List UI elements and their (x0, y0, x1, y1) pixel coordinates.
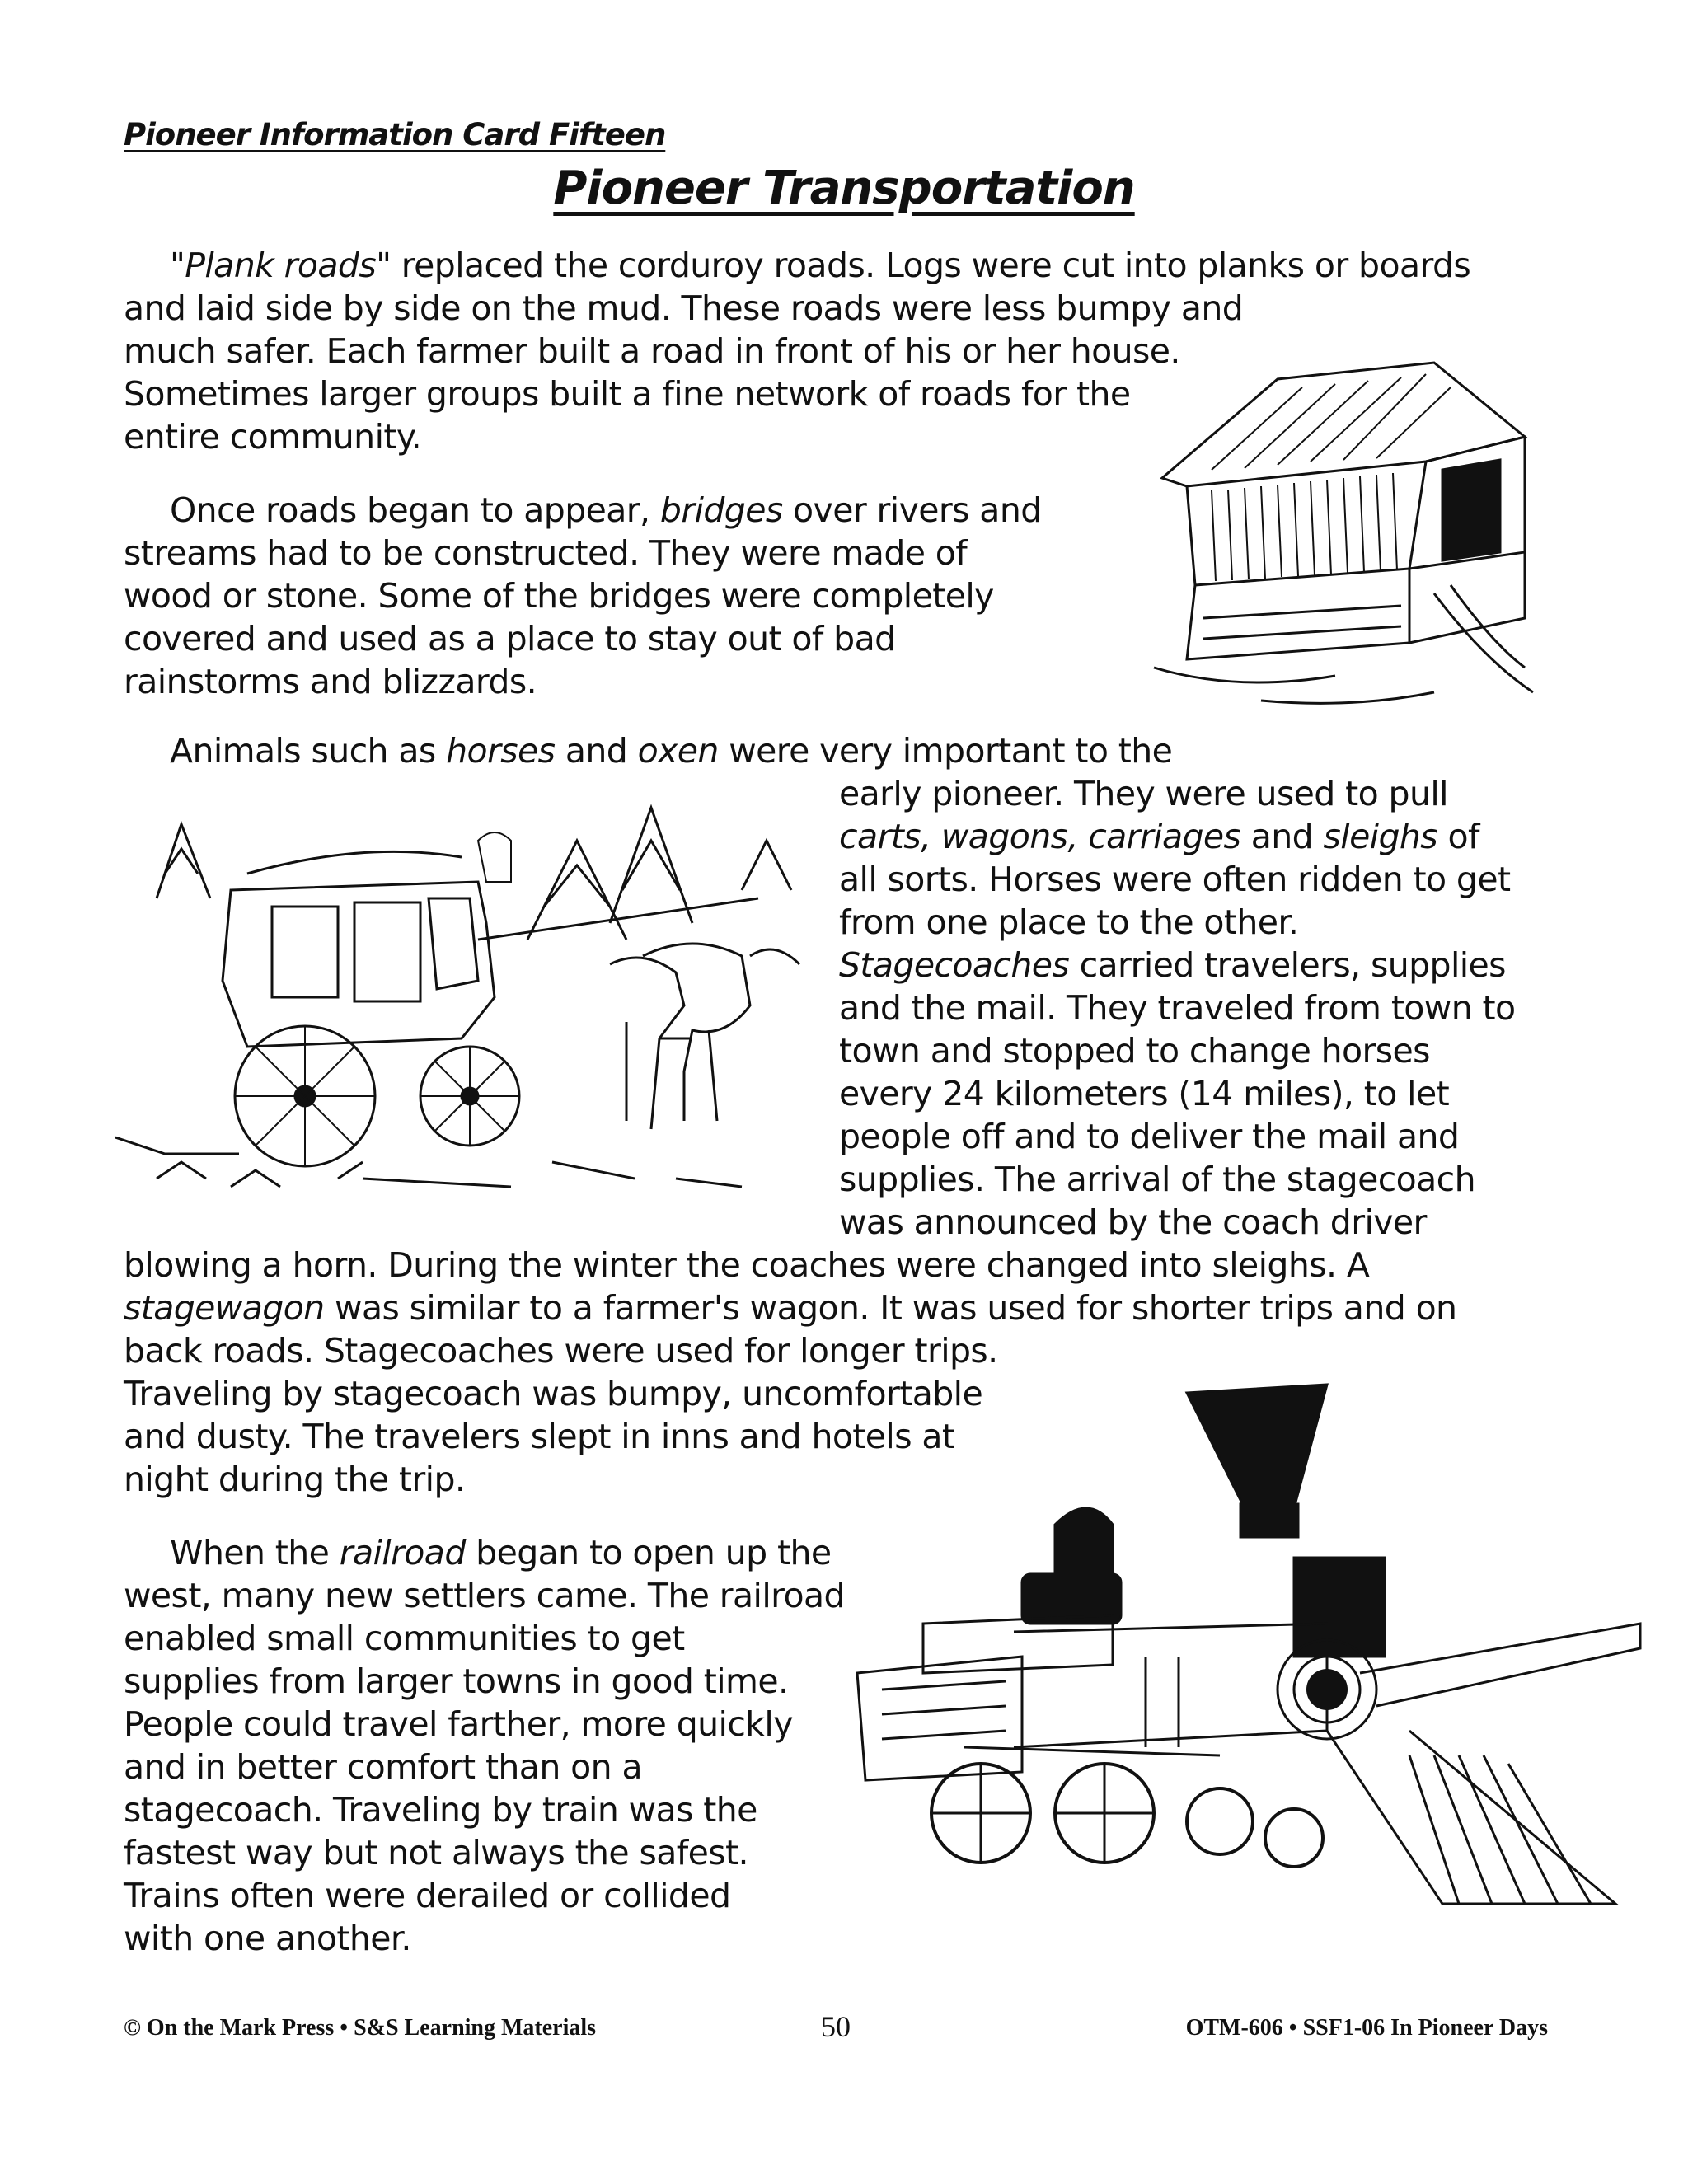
text-line: with one another. (124, 1919, 411, 1958)
text-line: Traveling by stagecoach was bumpy, uncomfortable (124, 1374, 983, 1413)
text-line: blowing a horn. During the winter the coaches were changed into sleighs. A (124, 1245, 1370, 1285)
page-title: Pioneer Transportation (553, 162, 1135, 215)
stagecoach-illustration (115, 791, 824, 1236)
text-line: every 24 kilometers (14 miles), to let (839, 1074, 1450, 1113)
paragraph-railroad (124, 1531, 845, 1960)
card-label: Pioneer Information Card Fifteen (124, 117, 666, 152)
text-line: and (555, 731, 638, 771)
paragraph-animals-line1 (124, 729, 1172, 772)
emphasis-plank-roads: "Plank roads" (170, 246, 392, 285)
text-line: and (1240, 817, 1324, 856)
covered-bridge-illustration (1137, 346, 1541, 725)
text-line: was announced by the coach driver (839, 1202, 1427, 1242)
text-line: back roads. Stagecoaches were used for longer trips. (124, 1331, 998, 1371)
text-line: rainstorms and blizzards. (124, 662, 537, 701)
text-line: Once roads began to appear, (170, 490, 660, 530)
emphasis-oxen: oxen (637, 731, 719, 771)
steam-locomotive-illustration (832, 1376, 1688, 1953)
text-line: Trains often were derailed or collided (124, 1876, 731, 1915)
emphasis-railroad: railroad (339, 1533, 466, 1572)
text-line: much safer. Each farmer built a road in front of his or her house. (124, 331, 1180, 371)
emphasis-carts: carts, wagons, carriages (839, 817, 1241, 856)
text-line: fastest way but not always the safest. (124, 1833, 748, 1872)
text-line: supplies. The arrival of the stagecoach (839, 1160, 1475, 1199)
paragraph-animals-right-column (839, 772, 1515, 1244)
text-line: streams had to be constructed. They were made of (124, 533, 968, 573)
text-line: When the (170, 1533, 340, 1572)
text-line: replaced the corduroy roads. Logs were cut into planks or boards (391, 246, 1471, 285)
text-line: and the mail. They traveled from town to (839, 988, 1516, 1028)
text-line: carried travelers, supplies (1069, 945, 1506, 985)
text-line: and laid side by side on the mud. These roads were less bumpy and (124, 288, 1244, 328)
text-line: supplies from larger towns in good time. (124, 1661, 789, 1701)
emphasis-stagecoaches: Stagecoaches (839, 945, 1070, 985)
text-line: wood or stone. Some of the bridges were completely (124, 576, 994, 616)
text-line: night during the trip. (124, 1460, 466, 1499)
text-line: of (1437, 817, 1479, 856)
emphasis-stagewagon: stagewagon (124, 1288, 325, 1328)
footer-catalog-code: OTM-606 • SSF1-06 In Pioneer Days (1185, 2015, 1548, 2041)
text-line: people off and to deliver the mail and (839, 1117, 1460, 1156)
footer-copyright: © On the Mark Press • S&S Learning Materials (124, 2015, 597, 2041)
emphasis-bridges: bridges (659, 490, 783, 530)
paragraph-bridges (124, 489, 1042, 703)
text-line: was similar to a farmer's wagon. It was used for shorter trips and on (324, 1288, 1457, 1328)
text-line: Animals such as (170, 731, 447, 771)
text-line: over rivers and (782, 490, 1042, 530)
text-line: stagecoach. Traveling by train was the (124, 1790, 757, 1830)
text-line: town and stopped to change horses (839, 1031, 1430, 1071)
text-line: all sorts. Horses were often ridden to get (839, 860, 1511, 899)
text-line: covered and used as a place to stay out of bad (124, 619, 896, 658)
text-line: entire community. (124, 417, 422, 457)
text-line: were very important to the (718, 731, 1173, 771)
emphasis-sleighs: sleighs (1323, 817, 1438, 856)
text-line: and in better comfort than on a (124, 1747, 642, 1787)
text-line: and dusty. The travelers slept in inns and hotels at (124, 1417, 955, 1456)
page-number: 50 (821, 2010, 851, 2043)
text-line: Sometimes larger groups built a fine network of roads for the (124, 374, 1131, 414)
text-line: began to open up the (465, 1533, 832, 1572)
text-line: enabled small communities to get (124, 1619, 685, 1658)
emphasis-horses: horses (446, 731, 556, 771)
text-line: People could travel farther, more quickly (124, 1704, 793, 1744)
text-line: west, many new settlers came. The railroad (124, 1576, 845, 1615)
text-line: from one place to the other. (839, 902, 1299, 942)
text-line: early pioneer. They were used to pull (839, 774, 1448, 813)
